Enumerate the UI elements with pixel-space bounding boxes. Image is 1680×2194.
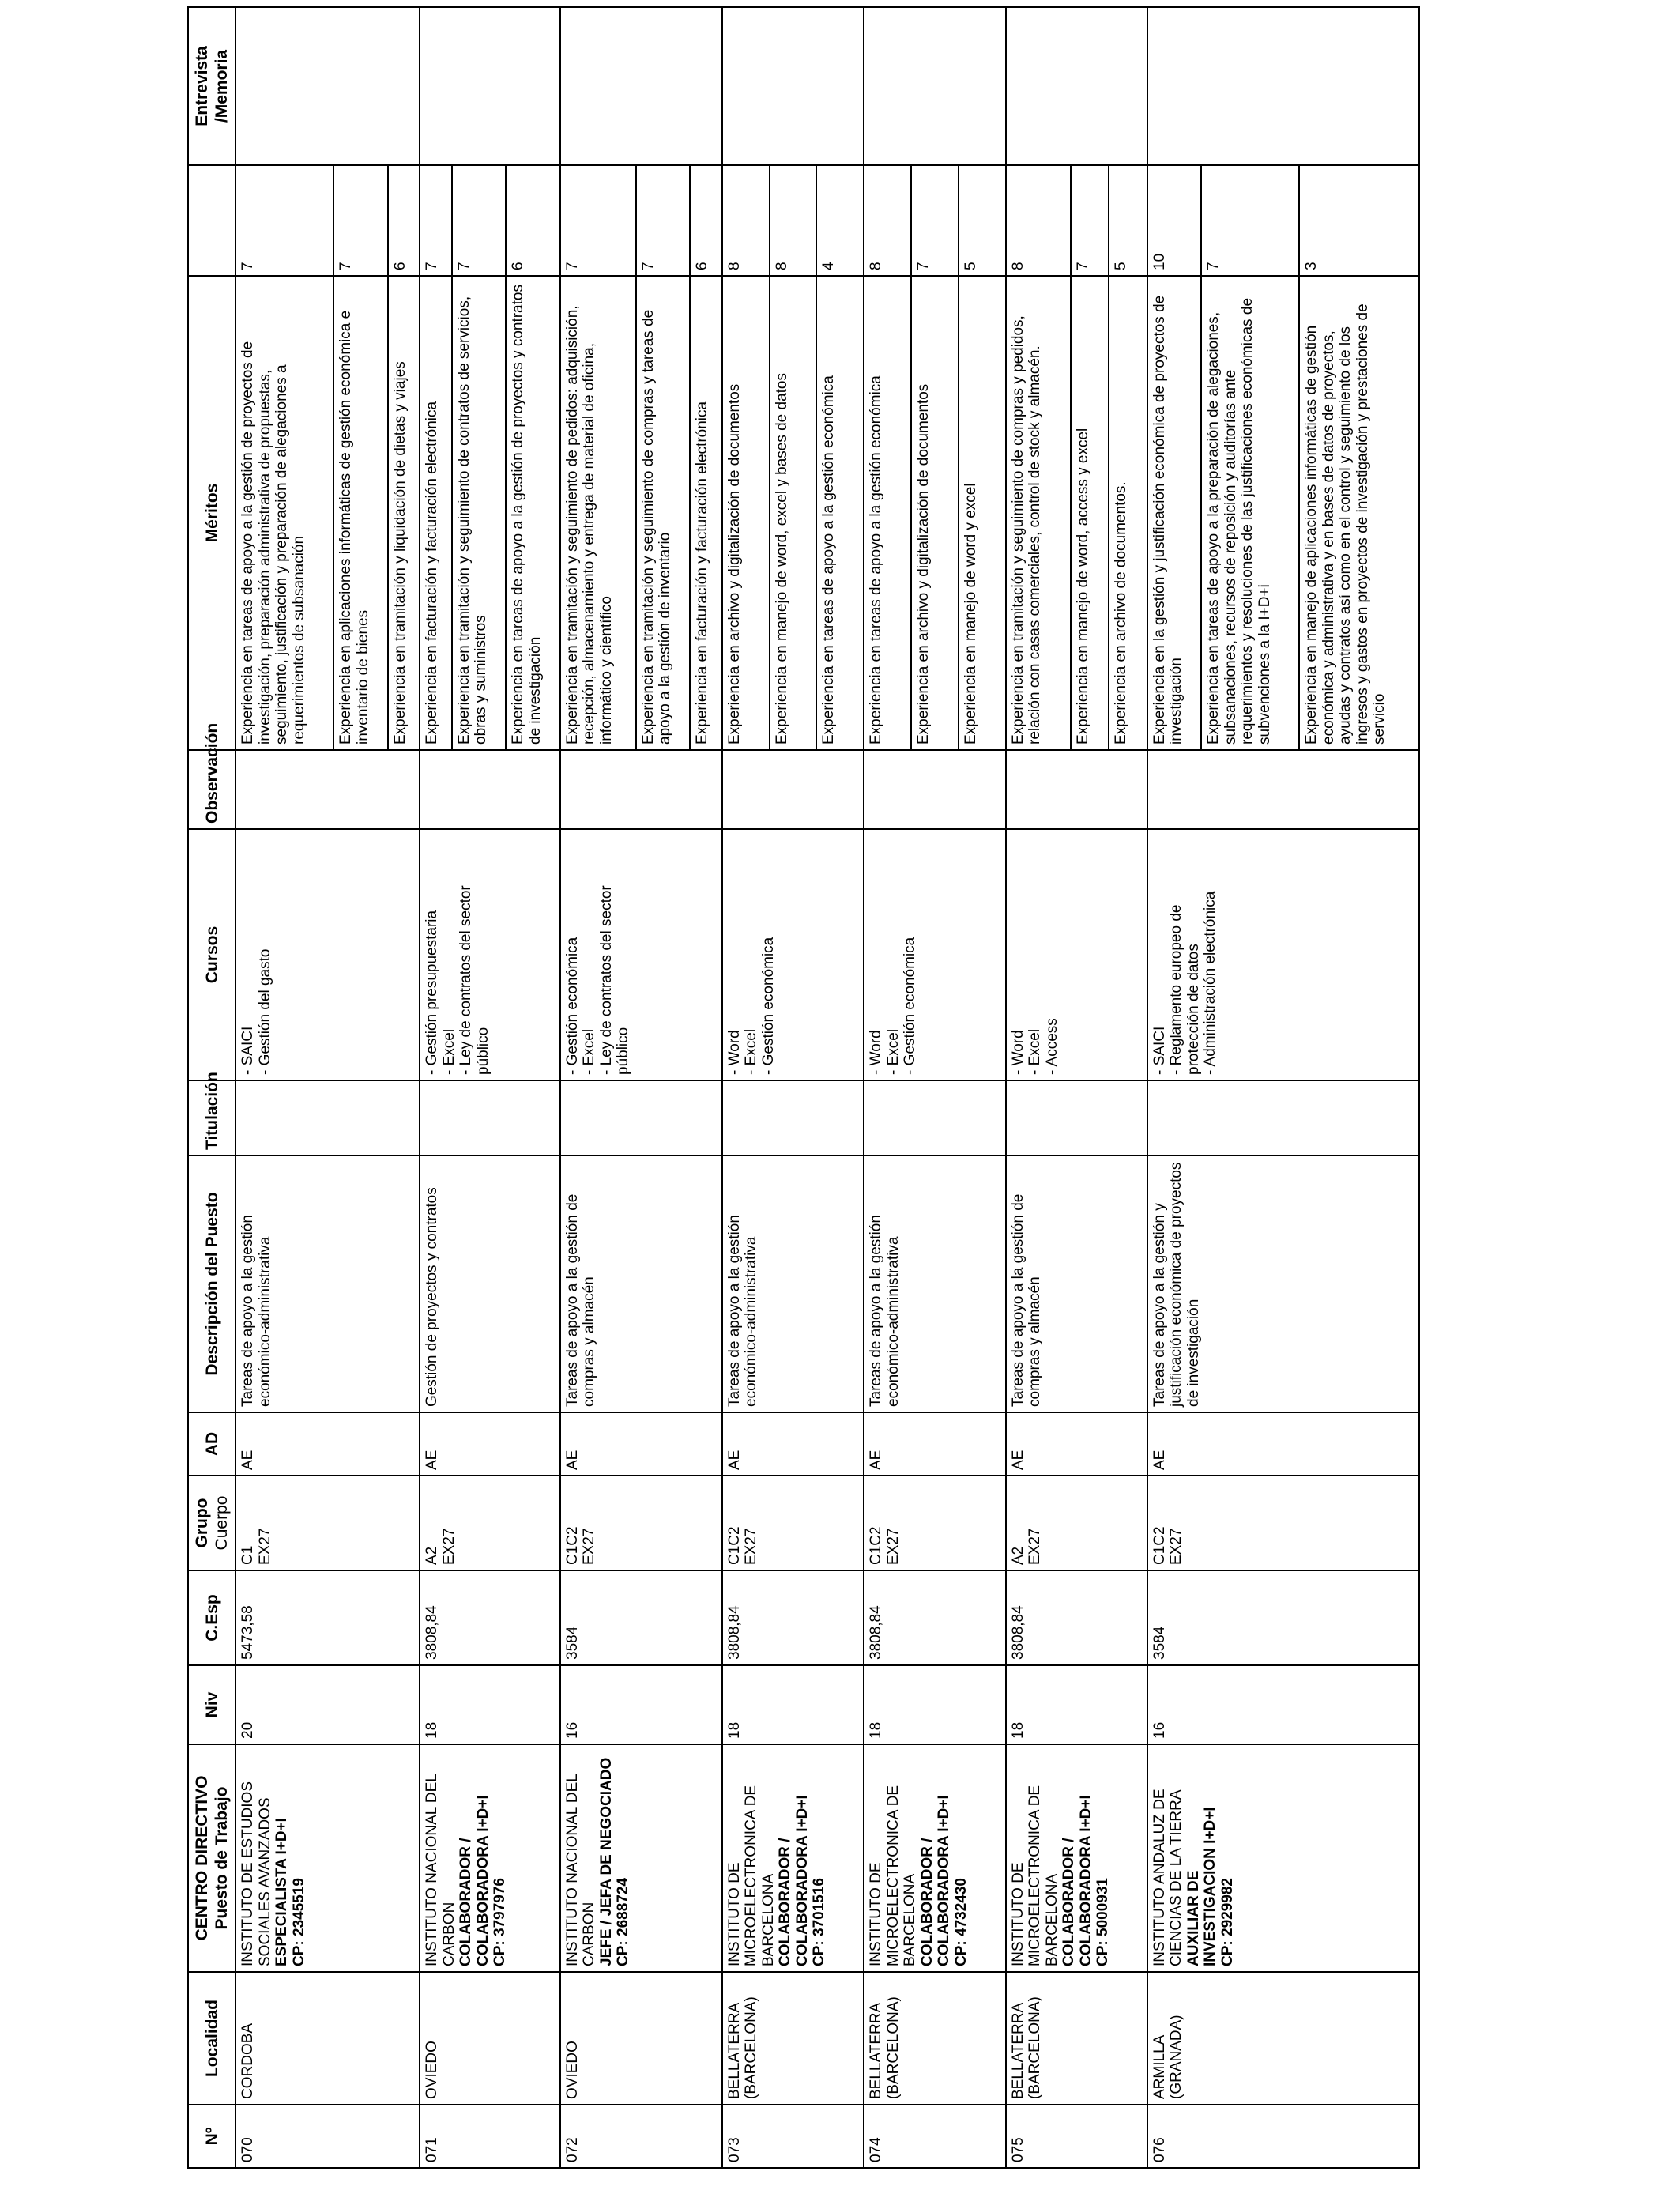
merit-text: Experiencia en la gestión y justificación económica de proyectos de investigación xyxy=(1147,276,1201,750)
interview xyxy=(1006,7,1147,165)
merit-text: Experiencia en manejo de aplicaciones informáticas de gestión económica y administrativa y en bases de datos de proyectos, ayudas y contratos así como en el control y seguimiento de los ingresos y gastos en proyectos de investigación y prestaciones de servicio xyxy=(1299,276,1419,750)
ad: AE xyxy=(1006,1412,1147,1476)
specific-complement: 5473,58 xyxy=(235,1570,420,1665)
row-number: 070 xyxy=(235,2105,420,2168)
header-grupo-title: Grupo xyxy=(193,1498,211,1548)
merit-score: 8 xyxy=(770,165,817,276)
header-localidad: Localidad xyxy=(188,1972,235,2105)
observation xyxy=(420,750,559,829)
position-name: JEFE / JEFA DE NEGOCIADO xyxy=(597,1757,615,1966)
level: 18 xyxy=(722,1665,864,1744)
table-row xyxy=(1006,7,1071,2168)
level: 16 xyxy=(560,1665,722,1744)
course-item: - Excel xyxy=(743,1028,760,1075)
table-row xyxy=(560,7,636,2168)
course-item: - Excel xyxy=(1026,1028,1044,1075)
course-item: - Excel xyxy=(581,1028,598,1075)
interview xyxy=(864,7,1005,165)
course-item: - Gestión económica xyxy=(563,937,581,1075)
header-centro xyxy=(188,1744,235,1972)
merit-score: 5 xyxy=(1109,165,1147,276)
group: A2 xyxy=(1009,1546,1026,1565)
merit-score: 8 xyxy=(864,165,911,276)
interview xyxy=(722,7,864,165)
specific-complement: 3808,84 xyxy=(1006,1570,1147,1665)
merit-text: Experiencia en tramitación y seguimiento de contratos de servicios, obras y suministros xyxy=(452,276,506,750)
table-row xyxy=(722,7,770,2168)
center-name: INSTITUTO DE MICROELECTRONICA DE BARCELONA xyxy=(868,1785,919,1966)
row-number: 071 xyxy=(420,2105,559,2168)
header-cursos: Cursos xyxy=(188,829,235,1080)
group-body xyxy=(560,1476,722,1570)
position-name: COLABORADOR / COLABORADORA I+D+I xyxy=(1060,1795,1094,1966)
level: 18 xyxy=(420,1665,559,1744)
center-name: INSTITUTO DE MICROELECTRONICA DE BARCELONA xyxy=(1009,1785,1060,1966)
observation xyxy=(722,750,864,829)
interview xyxy=(1147,7,1419,165)
position-code: CP: 2345519 xyxy=(290,1878,307,1966)
header-ad: AD xyxy=(188,1412,235,1476)
locality: BELLATERRA (BARCELONA) xyxy=(722,1972,864,2105)
merit-score: 7 xyxy=(333,165,387,276)
merit-score: 7 xyxy=(560,165,636,276)
level: 18 xyxy=(864,1665,1005,1744)
header-puesto-title: Puesto de Trabajo xyxy=(213,1786,232,1930)
qualification xyxy=(560,1080,722,1155)
specific-complement: 3584 xyxy=(1147,1570,1419,1665)
center-name: INSTITUTO NACIONAL DEL CARBON xyxy=(424,1774,458,1966)
header-titulacion: Titulación xyxy=(188,1080,235,1155)
group: C1C2 xyxy=(563,1526,581,1565)
table-row xyxy=(235,7,333,2168)
merit-text: Experiencia en tareas de apoyo a la gestión de proyectos y contratos de investigación xyxy=(506,276,559,750)
specific-complement: 3808,84 xyxy=(420,1570,559,1665)
merit-text: Experiencia en tareas de apoyo a la preparación de alegaciones, subsanaciones, recursos de reposición y auditorías ante requerimientos y resoluciones de las justificaciones económicas de subvenciones a la I+D+i xyxy=(1201,276,1299,750)
center-position xyxy=(235,1744,420,1972)
merit-text: Experiencia en tramitación y seguimiento de pedidos: adquisición, recepción, almacenamiento y entrega de material de oficina, informático y científico xyxy=(560,276,636,750)
merit-text: Experiencia en archivo de documentos. xyxy=(1109,276,1147,750)
course-item: - Gestión presupuestaria xyxy=(424,910,441,1075)
qualification xyxy=(1006,1080,1147,1155)
header-meritos: Méritos xyxy=(188,276,235,750)
merit-score: 7 xyxy=(235,165,333,276)
course-item: - Word xyxy=(1009,1030,1026,1075)
row-number: 075 xyxy=(1006,2105,1147,2168)
merit-text: Experiencia en tareas de apoyo a la gestión de proyectos de investigación, preparación administrativa de propuestas, seguimiento, justificación y preparación de alegaciones a requerimientos de subsanación xyxy=(235,276,333,750)
merit-score: 6 xyxy=(506,165,559,276)
job-description: Tareas de apoyo a la gestión y justificación económica de proyectos de investigación xyxy=(1147,1155,1419,1412)
center-position xyxy=(864,1744,1005,1972)
job-description: Tareas de apoyo a la gestión económico-administrativa xyxy=(722,1155,864,1412)
job-description: Tareas de apoyo a la gestión económico-administrativa xyxy=(864,1155,1005,1412)
qualification xyxy=(420,1080,559,1155)
course-item: - Gestión económica xyxy=(902,937,919,1075)
merit-text: Experiencia en manejo de word, access y excel xyxy=(1071,276,1109,750)
header-descripcion: Descripción del Puesto xyxy=(188,1155,235,1412)
specific-complement: 3808,84 xyxy=(722,1570,864,1665)
body: EX27 xyxy=(581,1528,598,1565)
header-observacion: Observación xyxy=(188,750,235,829)
locality: BELLATERRA (BARCELONA) xyxy=(1006,1972,1147,2105)
course-item: - Word xyxy=(868,1030,885,1075)
header-niv: Niv xyxy=(188,1665,235,1744)
merit-score: 6 xyxy=(388,165,420,276)
center-position xyxy=(1147,1744,1419,1972)
course-item: - Gestión económica xyxy=(759,937,777,1075)
merit-score: 7 xyxy=(452,165,506,276)
body: EX27 xyxy=(1026,1528,1044,1565)
course-item: - Reglamento europeo de protección de datos xyxy=(1168,904,1202,1075)
merit-score: 7 xyxy=(1071,165,1109,276)
merit-text: Experiencia en tramitación y liquidación de dietas y viajes xyxy=(388,276,420,750)
course-item: - Access xyxy=(1043,1018,1060,1075)
observation xyxy=(864,750,1005,829)
row-number: 072 xyxy=(560,2105,722,2168)
position-name: ESPECIALISTA I+D+I xyxy=(273,1818,291,1966)
position-name: COLABORADOR / COLABORADORA I+D+I xyxy=(918,1795,953,1966)
center-name: INSTITUTO ANDALUZ DE CIENCIAS DE LA TIERRA xyxy=(1151,1789,1185,1966)
position-code: CP: 4732430 xyxy=(952,1878,970,1966)
courses xyxy=(1006,829,1147,1080)
ad: AE xyxy=(864,1412,1005,1476)
locality: OVIEDO xyxy=(560,1972,722,2105)
qualification xyxy=(864,1080,1005,1155)
position-code: CP: 2929982 xyxy=(1219,1878,1236,1966)
job-description: Tareas de apoyo a la gestión económico-administrativa xyxy=(235,1155,420,1412)
job-description: Tareas de apoyo a la gestión de compras y almacén xyxy=(1006,1155,1147,1412)
merit-score: 6 xyxy=(690,165,722,276)
center-position xyxy=(420,1744,559,1972)
merit-score: 5 xyxy=(959,165,1006,276)
position-name: COLABORADOR / COLABORADORA I+D+I xyxy=(777,1795,811,1966)
merit-text: Experiencia en aplicaciones informáticas de gestión económica e inventario de bienes xyxy=(333,276,387,750)
observation xyxy=(560,750,722,829)
job-positions-table xyxy=(187,6,1420,2169)
locality: OVIEDO xyxy=(420,1972,559,2105)
header-grupo xyxy=(188,1476,235,1570)
group-body xyxy=(1006,1476,1147,1570)
ad: AE xyxy=(560,1412,722,1476)
course-item: - SAICI xyxy=(1151,1026,1168,1075)
row-number: 073 xyxy=(722,2105,864,2168)
header-n: Nº xyxy=(188,2105,235,2168)
course-item: - Ley de contratos del sector público xyxy=(597,885,632,1075)
course-item: - Excel xyxy=(884,1028,902,1075)
merit-text: Experiencia en manejo de word y excel xyxy=(959,276,1006,750)
merit-text: Experiencia en archivo y digitalización de documentos xyxy=(722,276,770,750)
header-entrevista: Entrevista /Memoria xyxy=(188,7,235,165)
position-code: CP: 5000931 xyxy=(1094,1878,1111,1966)
position-code: CP: 3797976 xyxy=(492,1878,509,1966)
center-position xyxy=(722,1744,864,1972)
specific-complement: 3808,84 xyxy=(864,1570,1005,1665)
position-name: COLABORADOR / COLABORADORA I+D+I xyxy=(458,1795,492,1966)
courses xyxy=(560,829,722,1080)
interview xyxy=(235,7,420,165)
course-item: - Word xyxy=(725,1030,743,1075)
group: C1C2 xyxy=(725,1526,743,1565)
course-item: - SAICI xyxy=(239,1026,257,1075)
locality: ARMILLA (GRANADA) xyxy=(1147,1972,1419,2105)
group: C1C2 xyxy=(1151,1526,1168,1565)
observation xyxy=(1006,750,1147,829)
center-position xyxy=(560,1744,722,1972)
position-name: AUXILIAR DE INVESTIGACION I+D+I xyxy=(1185,1807,1219,1966)
merit-text: Experiencia en tramitación y seguimiento de compras y tareas de apoyo a la gestión de inventario xyxy=(636,276,690,750)
level: 16 xyxy=(1147,1665,1419,1744)
merit-score: 4 xyxy=(816,165,864,276)
group-body xyxy=(864,1476,1005,1570)
job-description: Tareas de apoyo a la gestión de compras y almacén xyxy=(560,1155,722,1412)
merit-score: 7 xyxy=(636,165,690,276)
courses xyxy=(1147,829,1419,1080)
merit-text: Experiencia en tramitación y seguimiento de compras y pedidos, relación con casas comerciales, control de stock y almacén. xyxy=(1006,276,1071,750)
course-item: - Gestión del gasto xyxy=(256,948,273,1075)
merit-text: Experiencia en facturación y facturación electrónica xyxy=(420,276,452,750)
qualification xyxy=(1147,1080,1419,1155)
courses xyxy=(722,829,864,1080)
body: EX27 xyxy=(743,1528,760,1565)
qualification xyxy=(722,1080,864,1155)
header-row xyxy=(188,7,235,2168)
group-body xyxy=(1147,1476,1419,1570)
merit-text: Experiencia en manejo de word, excel y bases de datos xyxy=(770,276,817,750)
merit-score: 7 xyxy=(1201,165,1299,276)
ad: AE xyxy=(235,1412,420,1476)
center-name: INSTITUTO NACIONAL DEL CARBON xyxy=(563,1774,598,1966)
merit-text: Experiencia en archivo y digitalización de documentos xyxy=(911,276,959,750)
course-item: - Ley de contratos del sector público xyxy=(458,885,492,1075)
table-row xyxy=(420,7,452,2168)
center-name: INSTITUTO DE MICROELECTRONICA DE BARCELONA xyxy=(725,1785,777,1966)
position-code: CP: 2688724 xyxy=(615,1878,632,1966)
specific-complement: 3584 xyxy=(560,1570,722,1665)
position-code: CP: 3701516 xyxy=(811,1878,828,1966)
merit-score: 3 xyxy=(1299,165,1419,276)
group-body xyxy=(722,1476,864,1570)
interview xyxy=(560,7,722,165)
center-position xyxy=(1006,1744,1147,1972)
ad: AE xyxy=(722,1412,864,1476)
rotated-page xyxy=(187,8,1420,2169)
level: 18 xyxy=(1006,1665,1147,1744)
body: EX27 xyxy=(440,1528,458,1565)
center-name: INSTITUTO DE ESTUDIOS SOCIALES AVANZADOS xyxy=(239,1781,273,1966)
row-number: 076 xyxy=(1147,2105,1419,2168)
ad: AE xyxy=(420,1412,559,1476)
merit-score: 8 xyxy=(1006,165,1071,276)
group: A2 xyxy=(424,1546,441,1565)
courses xyxy=(235,829,420,1080)
table-row xyxy=(864,7,911,2168)
merit-text: Experiencia en tareas de apoyo a la gestión económica xyxy=(864,276,911,750)
level: 20 xyxy=(235,1665,420,1744)
header-centro-title: CENTRO DIRECTIVO xyxy=(193,1775,211,1941)
merit-score: 7 xyxy=(911,165,959,276)
course-item: - Administración electrónica xyxy=(1202,891,1219,1075)
courses xyxy=(864,829,1005,1080)
header-cesp: C.Esp xyxy=(188,1570,235,1665)
observation xyxy=(1147,750,1419,829)
interview xyxy=(420,7,559,165)
row-number: 074 xyxy=(864,2105,1005,2168)
group: C1C2 xyxy=(868,1526,885,1565)
group-body xyxy=(235,1476,420,1570)
job-description: Gestión de proyectos y contratos xyxy=(420,1155,559,1412)
merit-score: 7 xyxy=(420,165,452,276)
merit-text: Experiencia en facturación y facturación electrónica xyxy=(690,276,722,750)
locality: CORDOBA xyxy=(235,1972,420,2105)
body: EX27 xyxy=(884,1528,902,1565)
qualification xyxy=(235,1080,420,1155)
merit-score: 8 xyxy=(722,165,770,276)
group: C1 xyxy=(239,1545,257,1565)
observation xyxy=(235,750,420,829)
group-body xyxy=(420,1476,559,1570)
locality: BELLATERRA (BARCELONA) xyxy=(864,1972,1005,2105)
body: EX27 xyxy=(1168,1528,1185,1565)
course-item: - Excel xyxy=(440,1028,458,1075)
courses xyxy=(420,829,559,1080)
merit-text: Experiencia en tareas de apoyo a la gestión económica xyxy=(816,276,864,750)
table-row xyxy=(1147,7,1201,2168)
header-score xyxy=(188,165,235,276)
merit-score: 10 xyxy=(1147,165,1201,276)
ad: AE xyxy=(1147,1412,1419,1476)
body: EX27 xyxy=(256,1528,273,1565)
header-cuerpo-title: Cuerpo xyxy=(213,1495,232,1551)
